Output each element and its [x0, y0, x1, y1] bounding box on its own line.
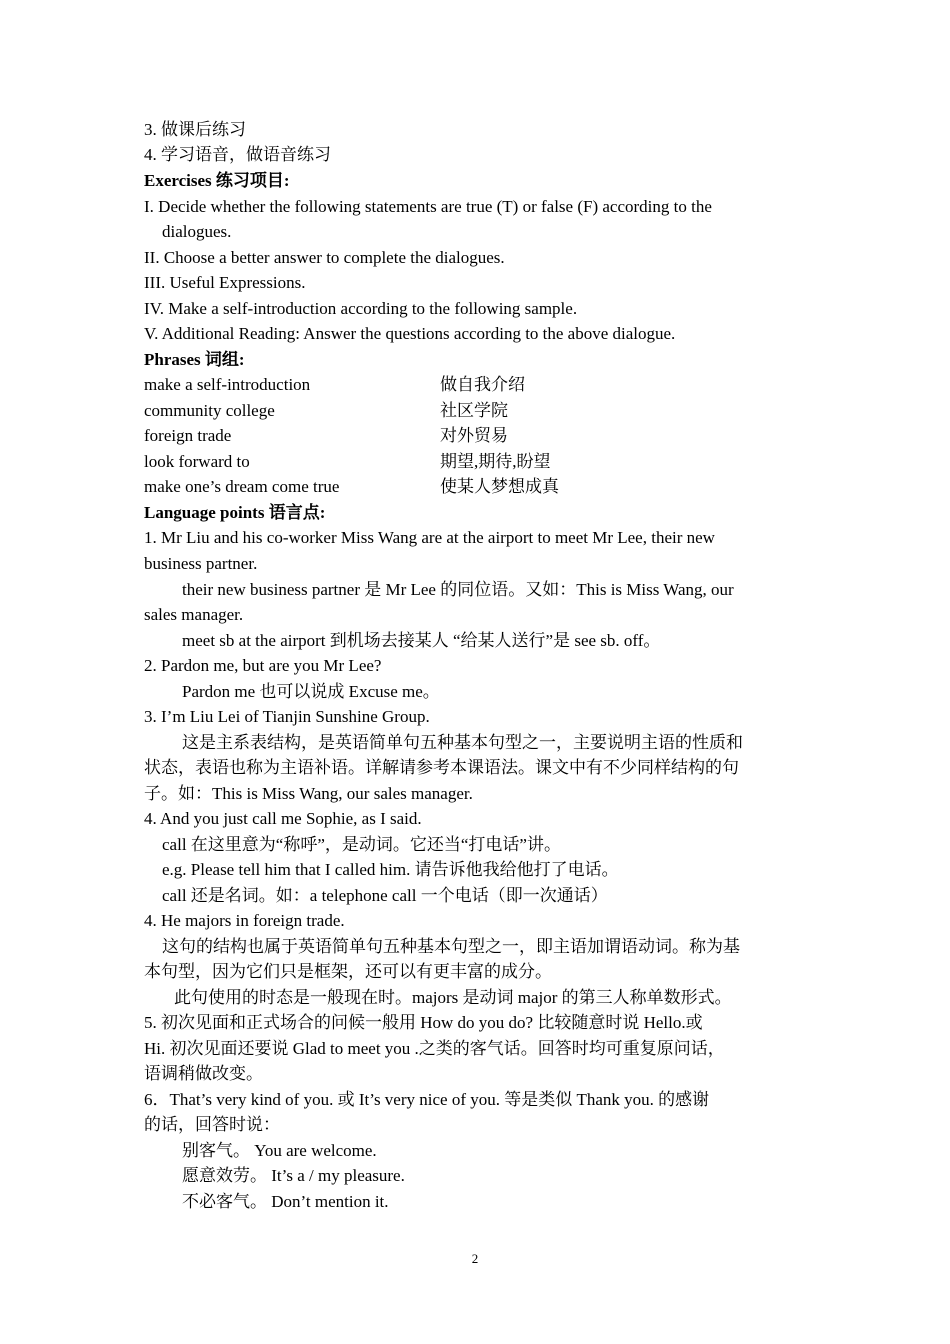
- page-number: 2: [471, 1251, 479, 1266]
- phrase-chinese: 期望,期待,盼望: [440, 452, 551, 471]
- language-point-line: call 还是名词。如：a telephone call 一个电话（即一次通话）: [162, 886, 608, 905]
- language-point-line: 5. 初次见面和正式场合的问候一般用 How do you do? 比较随意时说 Hello.或: [144, 1013, 703, 1032]
- language-point-line: business partner.: [144, 554, 258, 573]
- language-point-line: call 在这里意为“称呼”，是动词。它还当“打电话”讲。: [162, 835, 561, 854]
- exercises-heading: [144, 171, 290, 191]
- exercise-item: IV. Make a self-introduction according to the following sample.: [144, 299, 578, 318]
- task-item: 3. 做课后练习: [144, 120, 246, 139]
- phrase-english: look forward to: [144, 452, 250, 471]
- exercise-item: I. Decide whether the following statements are true (T) or false (F) according to the: [144, 197, 712, 216]
- phrase-english: foreign trade: [144, 426, 232, 445]
- language-point-line: 不必客气。 Don’t mention it.: [182, 1192, 389, 1211]
- language-point-line: 别客气。 You are welcome.: [182, 1141, 377, 1160]
- language-point-line: 4. And you just call me Sophie, as I said.: [144, 809, 422, 828]
- language-point-line: 本句型，因为它们只是框架，还可以有更丰富的成分。: [144, 962, 552, 981]
- phrase-english: make one’s dream come true: [144, 477, 340, 496]
- language-point-line: 状态，表语也称为主语补语。详解请参考本课语法。课文中有不少同样结构的句: [144, 758, 739, 777]
- phrases-heading: [144, 350, 245, 370]
- phrase-chinese: 做自我介绍: [440, 375, 525, 394]
- exercise-item: V. Additional Reading: Answer the questions according to the above dialogue.: [144, 324, 676, 343]
- language-point-line: 语调稍做改变。: [144, 1064, 263, 1083]
- language-point-line: 3. I’m Liu Lei of Tianjin Sunshine Group.: [144, 707, 430, 726]
- language-point-line: e.g. Please tell him that I called him. 请告诉他我给他打了电话。: [162, 860, 619, 879]
- language-point-line: 这句的结构也属于英语简单句五种基本句型之一，即主语加谓语动词。称为基: [162, 937, 740, 956]
- language-point-line: 4. He majors in foreign trade.: [144, 911, 345, 930]
- language-point-line: 子。如：This is Miss Wang, our sales manager.: [144, 784, 473, 803]
- phrases-heading-zh: 词组:: [200, 350, 245, 369]
- language-point-line: Hi. 初次见面还要说 Glad to meet you .之类的客气话。回答时均可重复原问话，: [144, 1039, 725, 1058]
- language-point-line: Pardon me 也可以说成 Excuse me。: [182, 682, 440, 701]
- exercises-heading-zh: 练习项目:: [211, 171, 290, 190]
- language-point-line: 此句使用的时态是一般现在时。majors 是动词 major 的第三人称单数形式。: [174, 988, 732, 1007]
- language-point-line: 6．That’s very kind of you. 或 It’s very nice of you. 等是类似 Thank you. 的感谢: [144, 1090, 710, 1109]
- language-point-line: 愿意效劳。 It’s a / my pleasure.: [182, 1166, 405, 1185]
- phrase-english: community college: [144, 401, 275, 420]
- exercises-heading-en: Exercises: [144, 171, 212, 190]
- exercise-item-continued: dialogues.: [162, 222, 232, 241]
- language-points-heading-en: Language points: [144, 503, 265, 522]
- language-point-line: 这是主系表结构，是英语简单句五种基本句型之一，主要说明主语的性质和: [182, 733, 743, 752]
- language-point-line: their new business partner 是 Mr Lee 的同位语。又如：This is Miss Wang, our: [182, 580, 734, 599]
- language-points-heading-zh: 语言点:: [264, 503, 326, 522]
- exercise-item: III. Useful Expressions.: [144, 273, 306, 292]
- language-point-line: 的话，回答时说：: [144, 1115, 280, 1134]
- task-item: 4. 学习语音，做语音练习: [144, 145, 331, 164]
- phrase-chinese: 社区学院: [440, 401, 508, 420]
- language-point-line: sales manager.: [144, 605, 244, 624]
- phrase-english: make a self-introduction: [144, 375, 311, 394]
- phrase-chinese: 对外贸易: [440, 426, 508, 445]
- language-point-line: meet sb at the airport 到机场去接某人 “给某人送行”是 see sb. off。: [182, 631, 661, 650]
- phrase-chinese: 使某人梦想成真: [440, 477, 559, 496]
- language-point-line: 1. Mr Liu and his co-worker Miss Wang are at the airport to meet Mr Lee, their new: [144, 528, 715, 547]
- language-points-heading: [144, 503, 325, 523]
- exercise-item: II. Choose a better answer to complete the dialogues.: [144, 248, 505, 267]
- phrases-heading-en: Phrases: [144, 350, 201, 369]
- language-point-line: 2. Pardon me, but are you Mr Lee?: [144, 656, 382, 675]
